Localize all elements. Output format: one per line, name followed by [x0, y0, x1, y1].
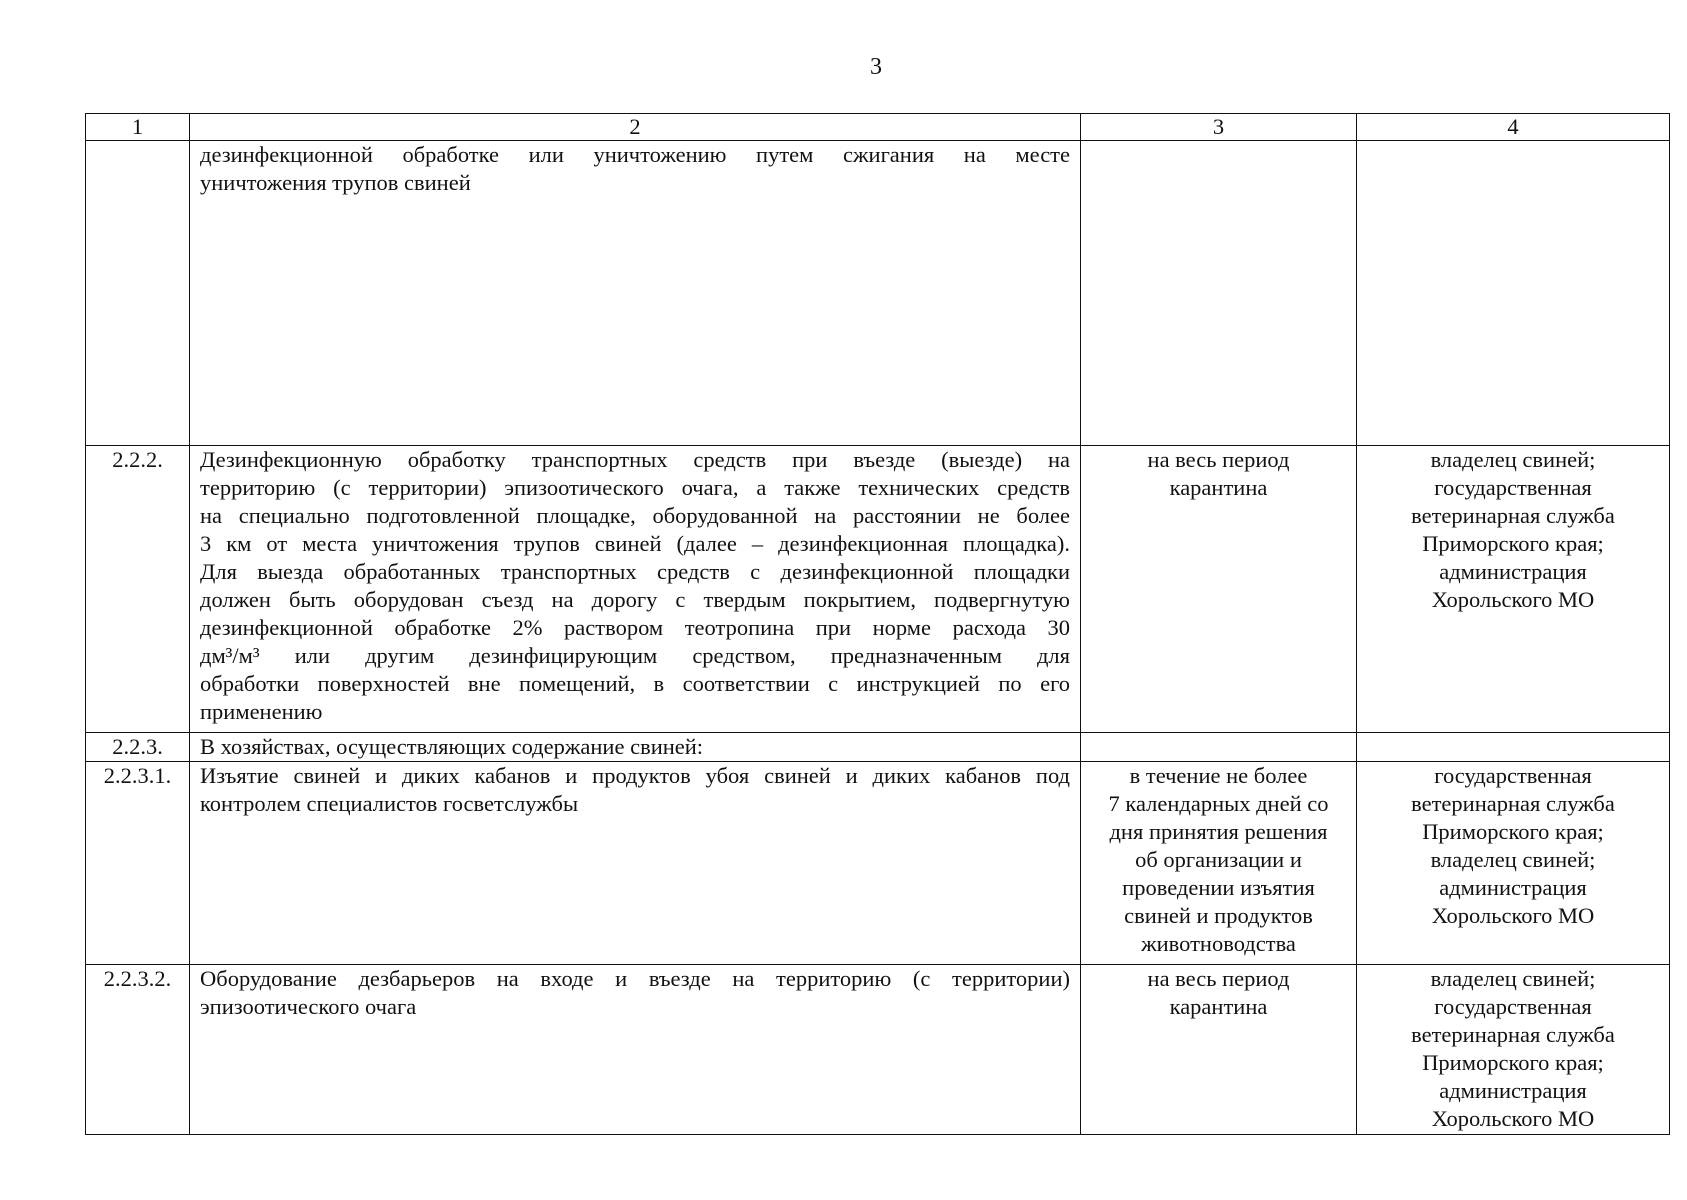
measure-description-line: дезинфекционной обработке 2% раствором теотропина при норме расхода 30 — [200, 615, 1070, 640]
measure-period-line: в течение не более — [1129, 763, 1308, 788]
measure-period-line: животноводства — [1141, 931, 1296, 956]
responsible-parties-line: Хорольского МО — [1431, 1106, 1595, 1131]
measure-period — [1081, 446, 1357, 733]
responsible-parties-line: государственная — [1434, 994, 1592, 1019]
header-cell-3: 3 — [1081, 114, 1357, 141]
responsible-parties-line: ветеринарная служба — [1411, 1022, 1615, 1047]
measure-description — [190, 762, 1081, 965]
responsible-parties-line: администрация — [1439, 1078, 1587, 1103]
measure-period-line: карантина — [1169, 475, 1268, 500]
responsible-parties-line: ветеринарная служба — [1411, 791, 1615, 816]
measure-description-line: Для выезда обработанных транспортных средств с дезинфекционной площадки — [200, 559, 1070, 584]
responsible-parties — [1357, 141, 1670, 446]
responsible-parties-line: Хорольского МО — [1431, 903, 1595, 928]
measure-description — [190, 141, 1081, 446]
page-number: 3 — [870, 54, 882, 80]
responsible-parties-line: Хорольского МО — [1431, 587, 1595, 612]
responsible-parties — [1357, 762, 1670, 965]
row-number: 2.2.3.1. — [86, 762, 190, 965]
row-number — [86, 141, 190, 446]
responsible-parties-line: Приморского края; — [1422, 531, 1604, 556]
measure-description — [190, 446, 1081, 733]
row-number: 2.2.3. — [86, 733, 190, 762]
responsible-parties-line: администрация — [1439, 559, 1587, 584]
measure-period — [1081, 965, 1357, 1135]
measure-description-line: уничтожения трупов свиней — [200, 170, 471, 195]
table-row — [86, 762, 1670, 965]
measure-description-line: обработки поверхностей вне помещений, в соответствии с инструкцией по его — [200, 671, 1070, 696]
table-row — [86, 141, 1670, 446]
responsible-parties-line: ветеринарная служба — [1411, 503, 1615, 528]
responsible-parties-line: владелец свиней; — [1430, 966, 1596, 991]
measure-description-line: Оборудование дезбарьеров на входе и въезде на территорию (с территории) — [200, 966, 1070, 991]
measure-description — [190, 733, 1081, 762]
measure-period-line: карантина — [1169, 994, 1268, 1019]
measure-description-line: дм³/м³ или другим дезинфицирующим средством, предназначенным для — [200, 643, 1070, 668]
responsible-parties — [1357, 965, 1670, 1135]
measure-period — [1081, 141, 1357, 446]
measure-description-line: территорию (с территории) эпизоотического очага, а также технических средств — [200, 475, 1070, 500]
measure-period-line: проведении изъятия — [1122, 875, 1315, 900]
measure-description — [190, 965, 1081, 1135]
measure-description-line: контролем специалистов госветслужбы — [200, 791, 579, 816]
header-cell-1: 1 — [86, 114, 190, 141]
measure-period-line: 7 календарных дней со — [1108, 791, 1329, 816]
row-number: 2.2.2. — [86, 446, 190, 733]
responsible-parties — [1357, 733, 1670, 762]
responsible-parties-line: владелец свиней; — [1430, 447, 1596, 472]
measure-period-line: об организации и — [1135, 847, 1302, 872]
table-header-row — [86, 114, 1670, 141]
measure-period-line: на весь период — [1147, 966, 1290, 991]
measure-description-line: применению — [200, 699, 323, 724]
measure-period-line: на весь период — [1147, 447, 1290, 472]
responsible-parties — [1357, 446, 1670, 733]
row-number: 2.2.3.2. — [86, 965, 190, 1135]
measure-period-line: дня принятия решения — [1109, 819, 1328, 844]
header-cell-4: 4 — [1357, 114, 1670, 141]
table-row — [86, 733, 1670, 762]
responsible-parties-line: Приморского края; — [1422, 1050, 1604, 1075]
header-cell-2: 2 — [190, 114, 1081, 141]
measures-table — [85, 113, 1670, 1135]
measure-description-line: 3 км от места уничтожения трупов свиней (далее – дезинфекционная площадка). — [200, 531, 1070, 556]
table-row — [86, 446, 1670, 733]
table-row — [86, 965, 1670, 1135]
responsible-parties-line: государственная — [1434, 475, 1592, 500]
measure-description-line: эпизоотического очага — [200, 994, 417, 1019]
measure-description-line: на специально подготовленной площадке, оборудованной на расстоянии не более — [200, 503, 1070, 528]
measure-period — [1081, 762, 1357, 965]
measure-description-line: Изъятие свиней и диких кабанов и продуктов убоя свиней и диких кабанов под — [200, 763, 1070, 788]
responsible-parties-line: Приморского края; — [1422, 819, 1604, 844]
measure-description-line: должен быть оборудован съезд на дорогу с твердым покрытием, подвергнутую — [200, 587, 1070, 612]
measure-description-line: Дезинфекционную обработку транспортных средств при въезде (выезде) на — [200, 447, 1070, 472]
responsible-parties-line: администрация — [1439, 875, 1587, 900]
measure-period-line: свиней и продуктов — [1124, 903, 1313, 928]
responsible-parties-line: владелец свиней; — [1430, 847, 1596, 872]
responsible-parties-line: государственная — [1434, 763, 1592, 788]
measure-description-line: В хозяйствах, осуществляющих содержание свиней: — [200, 734, 704, 759]
measure-period — [1081, 733, 1357, 762]
measure-description-line: дезинфекционной обработке или уничтожению путем сжигания на месте — [200, 142, 1070, 167]
